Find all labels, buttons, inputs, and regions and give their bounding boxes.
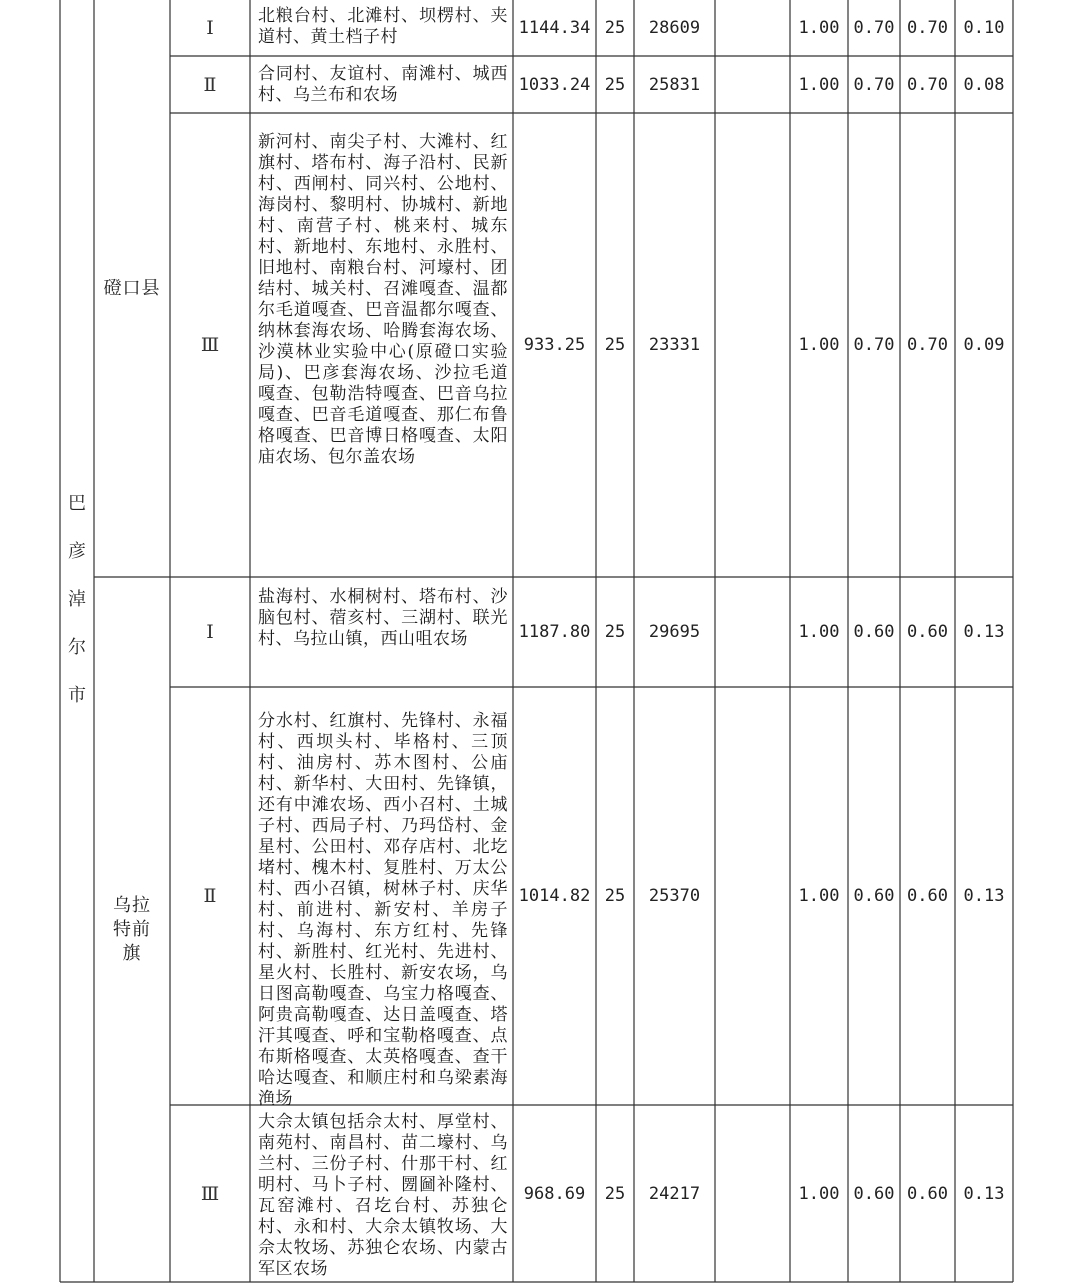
factor-cell: 0.60 [853,1183,895,1204]
city-char: 市 [68,685,86,706]
value-cell: 25370 [648,886,701,906]
grade-cell: Ⅱ [203,73,217,96]
factor-cell: 0.70 [853,335,895,355]
factor-cell: 1.00 [798,335,840,355]
factor-cell: 0.09 [963,335,1005,355]
factor-cell: 1.00 [798,622,840,642]
county-name: 乌拉特前旗 [113,894,151,964]
factor-cell: 0.10 [963,18,1005,38]
factor-cell: 0.60 [907,622,948,642]
factor-cell: 0.60 [853,886,895,906]
factor-cell: 0.60 [907,1183,948,1204]
value-cell: 23331 [648,335,701,355]
factor-cell: 0.60 [853,622,895,642]
city-char: 淖 [68,589,86,610]
percent-cell: 25 [604,18,626,38]
county-cell [94,0,170,577]
factor-cell: 1.00 [798,18,840,38]
area-cell: 1014.82 [518,886,591,906]
villages-cell: 新河村、南尖子村、大滩村、红旗村、塔布村、海子沿村、民新村、西闸村、同兴村、公地村、海岗村、黎明村、协城村、新地村、南营子村、桃来村、城东村、新地村、东地村、永胜村、旧地村、南粮台村、河壕村、团结村、城关村、召滩嘎查、温都尔毛道嘎查、巴音温都尔嘎查、纳林套海农场、哈腾套海农场、沙漠林业实验中心(原磴口实验局)、巴彦套海农场、沙拉毛道嘎查、包勒浩特嘎查、巴音乌拉嘎查、巴音毛道嘎查、那仁布鲁格嘎查、巴音博日格嘎查、太阳庙农场、包尔盖农场 [258,132,508,467]
area-cell: 933.25 [523,335,586,355]
factor-cell: 0.13 [963,1183,1005,1204]
factor-cell: 0.70 [907,18,948,38]
value-cell: 28609 [648,18,701,38]
villages-cell: 北粮台村、北滩村、坝楞村、夹道村、黄土档子村 [258,6,508,47]
factor-cell: 0.70 [853,74,895,95]
value-cell: 25831 [648,74,701,95]
factor-cell: 0.70 [907,74,948,95]
blank-cell [715,687,790,1105]
city-char: 彦 [68,541,86,562]
blank-cell [715,0,790,56]
area-cell: 1144.34 [518,18,591,38]
grade-cell: Ⅲ [200,334,220,356]
area-cell: 968.69 [523,1183,586,1204]
area-cell: 1033.24 [518,74,591,95]
percent-cell: 25 [604,886,626,906]
blank-cell [715,577,790,687]
blank-cell [715,56,790,113]
villages-cell: 合同村、友谊村、南滩村、城西村、乌兰布和农场 [258,64,508,105]
factor-cell: 1.00 [798,886,840,906]
villages-cell: 盐海村、水桐树村、塔布村、沙脑包村、蓿亥村、三湖村、联光村、乌拉山镇，西山咀农场 [258,587,508,649]
villages-cell: 大佘太镇包括佘太村、厚堂村、南苑村、南昌村、苗二壕村、乌兰村、三份子村、什那干村、红明村、马卜子村、圐圙补隆村、瓦窑滩村、召圪台村、苏独仑村、永和村、大佘太镇牧场、大佘太牧场、苏独仑农场、内蒙古军区农场 [258,1112,508,1279]
value-cell: 29695 [648,622,701,642]
factor-cell: 0.70 [907,335,948,355]
county-cell [94,577,170,1282]
factor-cell: 0.08 [963,74,1005,95]
factor-cell: 0.13 [963,886,1005,906]
factor-cell: 0.13 [963,622,1005,642]
grade-cell: Ⅰ [206,621,214,643]
county-name: 磴口县 [103,277,161,299]
grade-cell: Ⅰ [206,17,214,39]
factor-cell: 0.70 [853,18,895,38]
city-label [60,480,94,720]
area-cell: 1187.80 [518,622,591,642]
factor-cell: 1.00 [798,1183,840,1204]
percent-cell: 25 [604,622,626,642]
grade-cell: Ⅲ [200,1182,220,1205]
city-char: 巴 [68,493,86,514]
villages-cell: 分水村、红旗村、先锋村、永福村、西坝头村、毕格村、三顶村、油房村、苏木图村、公庙村、新华村、大田村、先锋镇，还有中滩农场、西小召村、土城子村、西局子村、乃玛岱村、金星村、公田村、邓存店村、北圪堵村、槐木村、复胜村、万太公村、西小召镇，树林子村、庆华村、前进村、新安村、羊房子村、乌海村、东方红村、先锋村、新胜村、红光村、先进村、星火村、长胜村、新安农场，乌日图高勒嘎查、乌宝力格嘎查、阿贵高勒嘎查、达日盖嘎查、塔汗其嘎查、呼和宝勒格嘎查、点布斯格嘎查、太英格嘎查、查干哈达嘎查、和顺庄村和乌梁素海渔场 [258,711,508,1109]
factor-cell: 1.00 [798,74,840,95]
blank-cell [715,113,790,577]
value-cell: 24217 [648,1183,701,1204]
factor-cell: 0.60 [907,886,948,906]
grade-cell: Ⅱ [203,885,217,907]
percent-cell: 25 [604,74,626,95]
percent-cell: 25 [604,335,626,355]
city-char: 尔 [68,637,86,658]
percent-cell: 25 [604,1183,626,1204]
blank-cell [715,1105,790,1282]
